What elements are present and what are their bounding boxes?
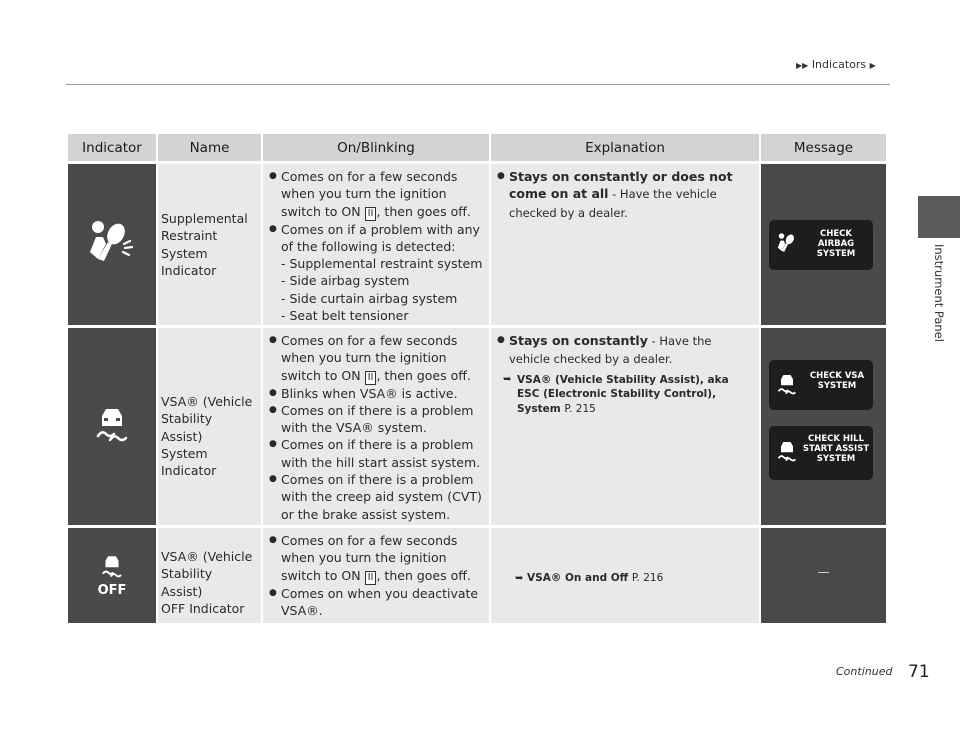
name-line: Indicator [161, 262, 217, 278]
vsa-skid-icon [92, 404, 132, 444]
table-row [68, 525, 886, 623]
off-label: OFF [97, 582, 127, 598]
message-cell [761, 325, 886, 525]
breadcrumb [796, 58, 876, 71]
on-blinking-cell [263, 161, 489, 325]
name-line: VSA® (Vehicle [161, 394, 253, 409]
name-line: Supplemental [161, 211, 248, 226]
name-cell [158, 325, 261, 525]
explanation-cell [491, 525, 759, 623]
name-line: Restraint [161, 228, 218, 244]
message-line: CHECK HILL [807, 434, 865, 444]
check-vsa-message [769, 360, 873, 410]
airbag-icon [84, 214, 140, 270]
breadcrumb-arrow-icon: ▶ [869, 61, 876, 70]
page-number: 71 [908, 662, 930, 682]
indicator-cell [68, 325, 156, 525]
cross-reference-link[interactable] [491, 369, 759, 417]
vsa-skid-icon [775, 439, 799, 463]
breadcrumb-label: Indicators [811, 58, 867, 71]
name-line: Stability Assist) [161, 566, 213, 599]
message-cell [761, 525, 886, 623]
header-on-blinking: On/Blinking [263, 134, 489, 161]
list-item: ● Comes on if there is a problem with the creep aid system (CVT) or the brake assist system. [269, 471, 485, 523]
reference-text: VSA® (Vehicle Stability Assist), aka ESC (Electronic Stability Control), System [517, 373, 729, 415]
no-message-dash: — [817, 565, 830, 579]
list-item: ● Comes on if a problem with any of the following is detected: - Supplemental restraint system - Side airbag system - Side curtain airbag system - Seat belt tensioner [269, 221, 485, 325]
ignition-key-badge: II [365, 571, 377, 585]
name-cell [158, 525, 261, 623]
list-item: ● Comes on if there is a problem with the hill start assist system. [269, 436, 485, 471]
list-item: ● Blinks when VSA® is active. [269, 385, 485, 402]
name-line: System [161, 445, 208, 461]
on-blinking-cell [263, 525, 489, 623]
name-line: VSA® (Vehicle [161, 549, 253, 564]
side-tab-marker [918, 196, 960, 238]
list-sub-item: - Seat belt tensioner [281, 308, 409, 324]
list-sub-item: - Supplemental restraint system [281, 256, 483, 272]
vsa-skid-icon [775, 372, 799, 396]
indicator-cell [68, 525, 156, 623]
reference-page: P. 215 [564, 402, 596, 415]
reference-arrow-icon: ➥ [515, 573, 524, 584]
list-item: ● Comes on for a few seconds when you turn the ignition switch to ON II , then goes off. [269, 332, 485, 385]
vsa-skid-icon [99, 553, 125, 579]
check-airbag-message [769, 220, 873, 270]
table-row [68, 325, 886, 525]
name-line: System [161, 245, 208, 261]
name-line: Indicator [161, 463, 217, 479]
message-line: AIRBAG [817, 238, 855, 249]
message-line: START ASSIST [802, 444, 870, 454]
check-hill-start-assist-message [769, 426, 873, 480]
ignition-key-badge: II [365, 207, 377, 221]
header-rule [66, 84, 890, 85]
indicator-cell [68, 161, 156, 325]
name-cell [158, 161, 261, 325]
message-line: CHECK VSA [809, 371, 865, 381]
on-blinking-cell [263, 325, 489, 525]
side-tab [918, 244, 960, 364]
indicator-table [66, 134, 888, 623]
message-line: SYSTEM [817, 381, 857, 391]
continued-label: Continued [836, 665, 893, 678]
message-line: CHECK [820, 228, 852, 239]
reference-arrow-icon: ➥ [503, 373, 512, 385]
table-header-row [68, 134, 886, 161]
header-name: Name [158, 134, 261, 161]
header-message: Message [761, 134, 886, 161]
airbag-icon [775, 230, 801, 256]
list-item: ● Comes on for a few seconds when you turn the ignition switch to ON II , then goes off. [269, 532, 485, 585]
breadcrumb-arrow-icon: ▶▶ [796, 61, 809, 70]
message-cell [761, 161, 886, 325]
ignition-key-badge: II [365, 371, 377, 385]
explanation-cell [491, 161, 759, 325]
header-explanation: Explanation [491, 134, 759, 161]
list-item: ● Stays on constantly or does not come on at all - Have the vehicle checked by a dealer. [497, 168, 753, 222]
vsa-off-icon [98, 553, 127, 596]
list-item: ● Comes on when you deactivate VSA®. [269, 585, 485, 620]
reference-text: VSA® On and Off [527, 572, 629, 584]
cross-reference-link[interactable] [491, 528, 759, 587]
list-item: ● Stays on constantly - Have the vehicle checked by a dealer. [497, 332, 753, 369]
list-sub-item: - Side airbag system [281, 273, 410, 289]
reference-page: P. 216 [631, 572, 664, 584]
list-item: ● Comes on for a few seconds when you turn the ignition switch to ON II , then goes off. [269, 168, 485, 221]
list-item: ● Comes on if there is a problem with the VSA® system. [269, 402, 485, 437]
name-line: Stability Assist) [161, 411, 213, 444]
side-tab-label: Instrument Panel [932, 244, 946, 342]
message-line: SYSTEM [816, 454, 856, 464]
list-sub-item: - Side curtain airbag system [281, 290, 458, 306]
header-indicator: Indicator [68, 134, 156, 161]
message-line: SYSTEM [816, 248, 856, 259]
table-row [68, 161, 886, 325]
name-line: OFF Indicator [161, 600, 245, 616]
explanation-cell [491, 325, 759, 525]
